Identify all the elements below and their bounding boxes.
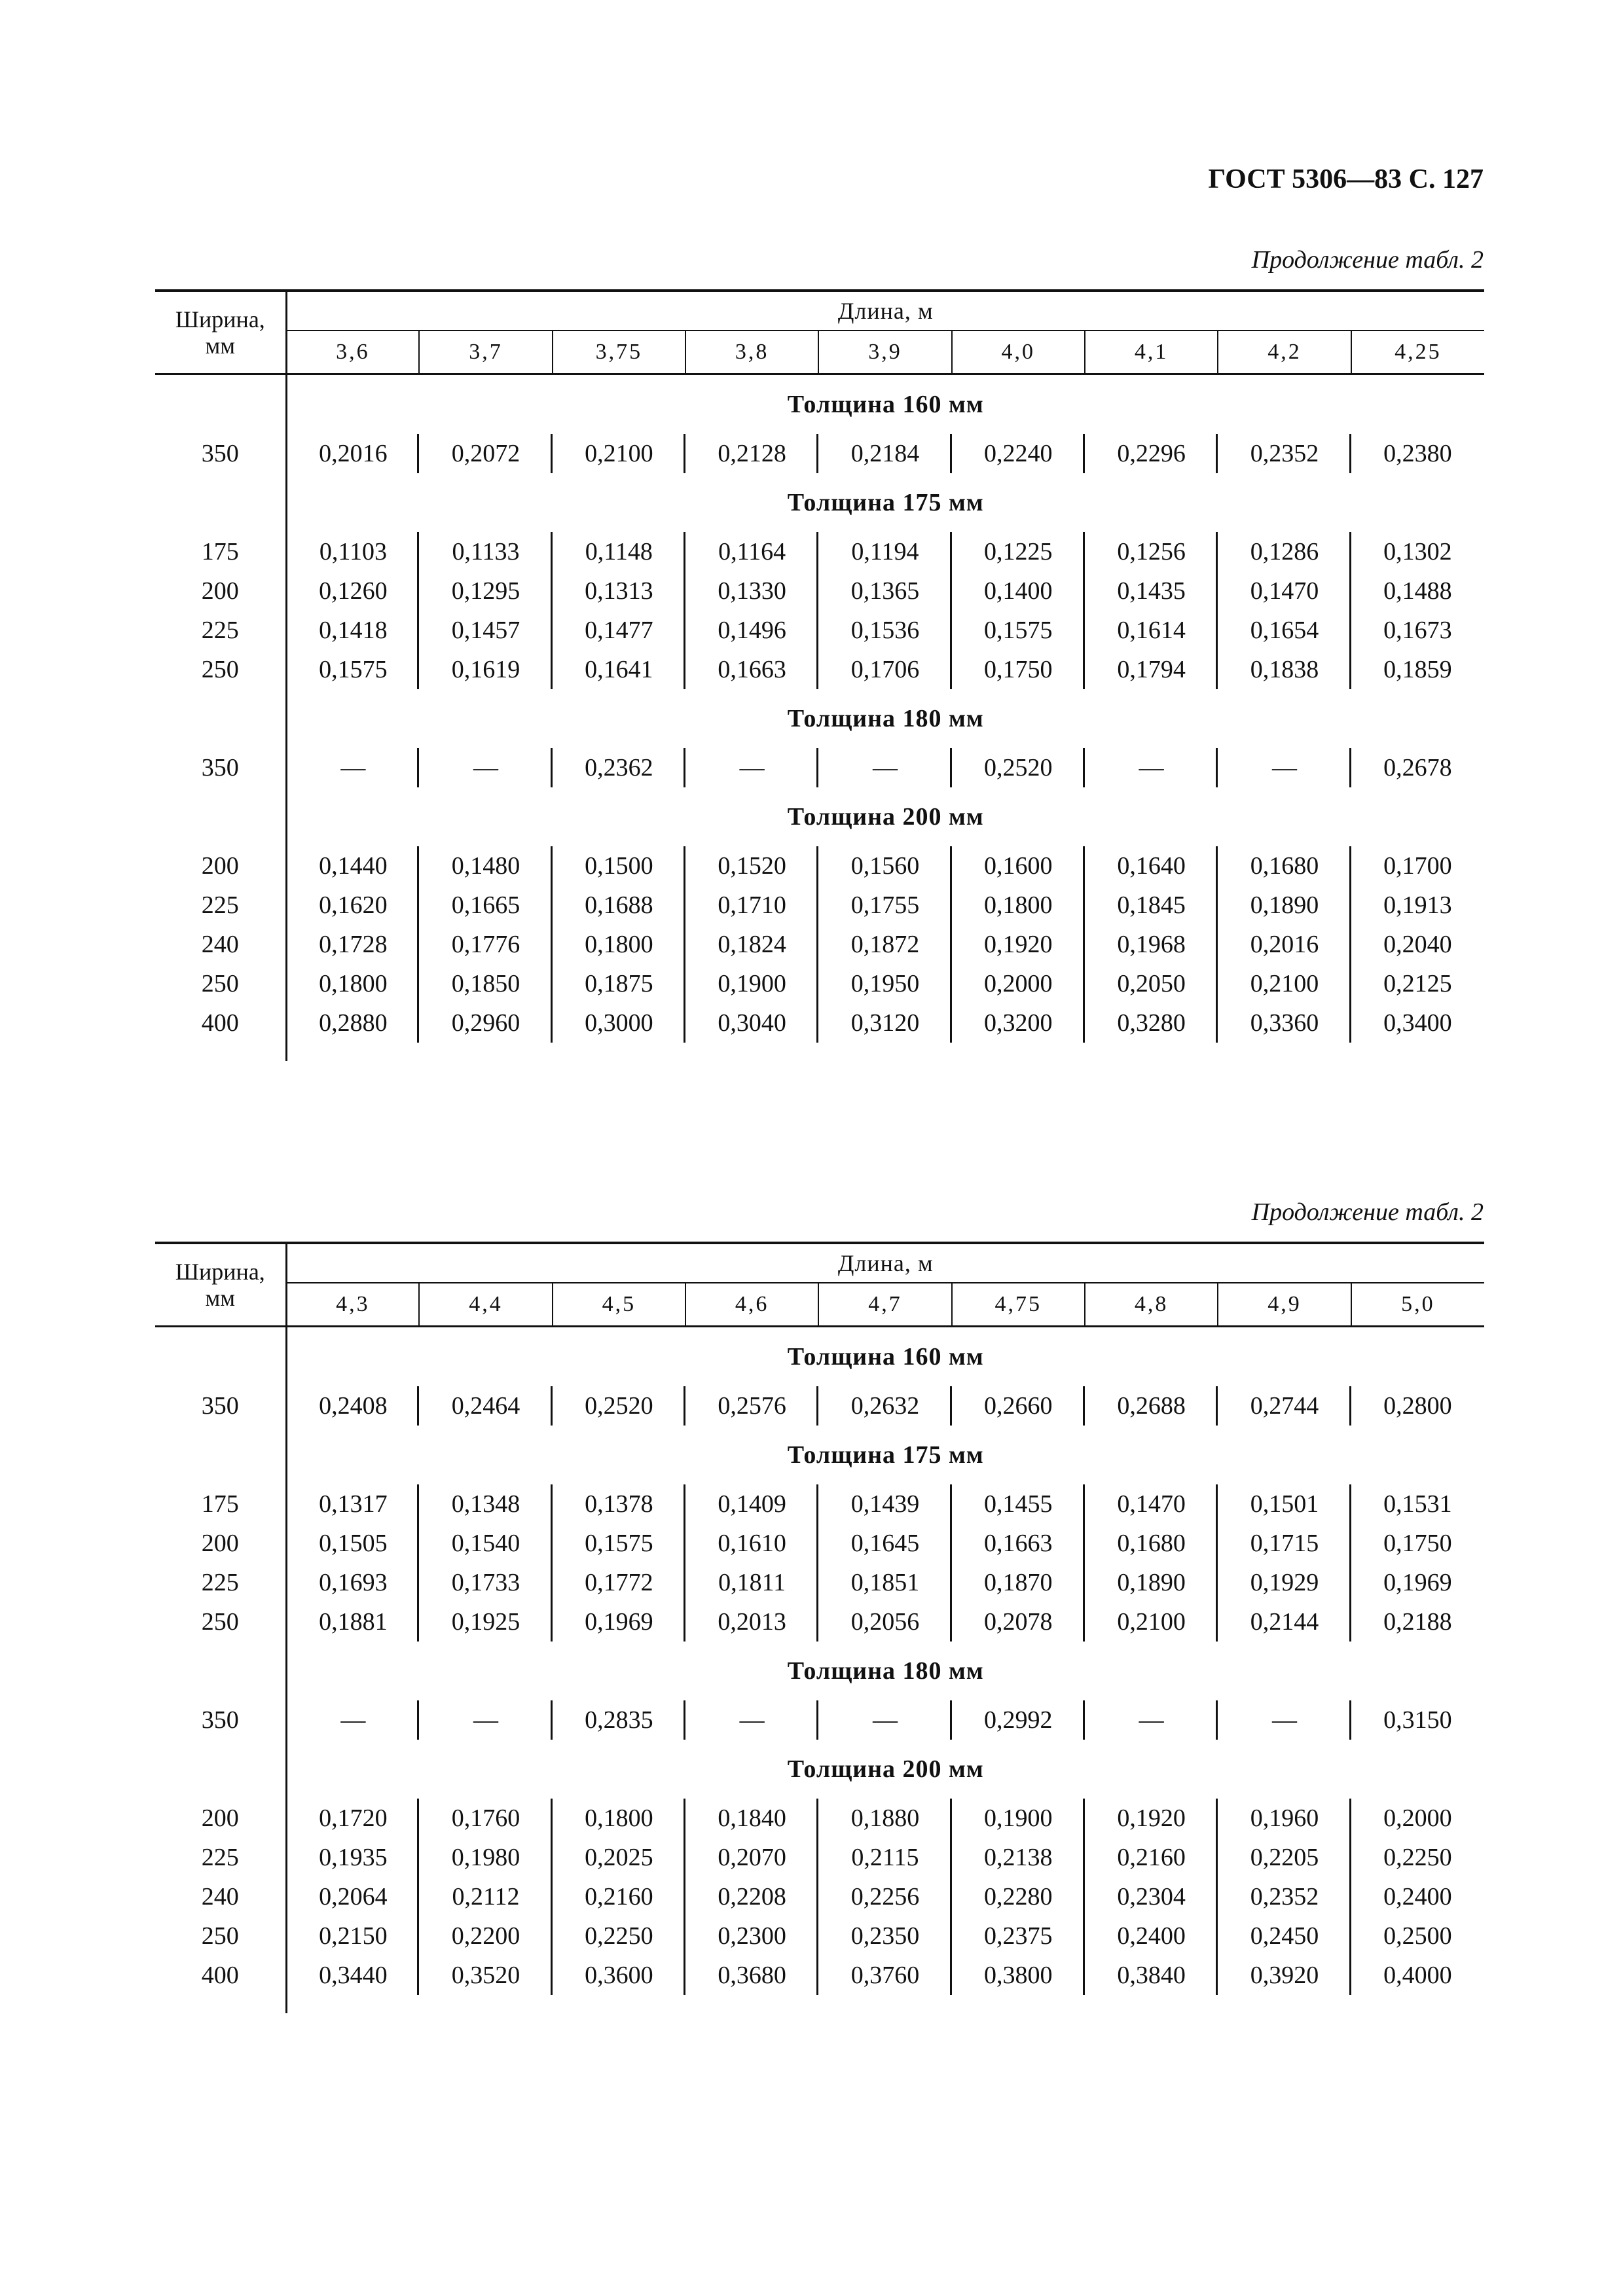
volume-cell: 0,1960 <box>1218 1799 1351 1838</box>
width-label: Ширина, <box>175 306 265 332</box>
volume-cell: 0,1838 <box>1218 650 1351 689</box>
volume-cell: 0,1755 <box>818 886 951 925</box>
volume-cell: 0,1750 <box>952 650 1085 689</box>
width-cell: 250 <box>155 964 286 1003</box>
volume-cell: 0,2040 <box>1383 931 1452 958</box>
length-header-cell: 3,75 <box>553 331 685 374</box>
volume-cell: 0,1776 <box>419 925 552 964</box>
volume-cell: 0,2296 <box>1085 434 1218 473</box>
volume-cell: 0,1693 <box>286 1563 419 1602</box>
volume-cell: 0,2188 <box>1383 1608 1452 1636</box>
table-row <box>155 1838 1484 1877</box>
volume-cell: — <box>286 748 419 787</box>
length-header-cell: 5,0 <box>1351 1283 1484 1327</box>
volume-cell: 0,1733 <box>419 1563 552 1602</box>
volume-cell: 0,1800 <box>286 964 419 1003</box>
width-cell: 250 <box>155 1916 286 1956</box>
volume-cell: 0,2992 <box>952 1700 1085 1740</box>
table-row <box>155 1602 1484 1641</box>
volume-cell: 0,3280 <box>1085 1003 1218 1043</box>
volume-cell: 0,2160 <box>553 1877 685 1916</box>
volume-cell: 0,4000 <box>1383 1962 1452 1989</box>
volume-cell: 0,2128 <box>685 434 818 473</box>
thickness-section-title: Толщина 200 мм <box>787 803 984 831</box>
volume-cell: 0,1890 <box>1085 1563 1218 1602</box>
volume-cell: 0,1435 <box>1085 571 1218 611</box>
volume-cell: 0,3800 <box>952 1956 1085 1995</box>
volume-cell: 0,3150 <box>1383 1706 1452 1734</box>
volume-cell: 0,1665 <box>419 886 552 925</box>
volume-cell: 0,2880 <box>286 1003 419 1043</box>
length-header-cell: 3,9 <box>818 331 951 374</box>
volume-cell: 0,1488 <box>1383 577 1452 605</box>
volume-cell: 0,2280 <box>952 1877 1085 1916</box>
volume-cell: 0,1520 <box>685 846 818 886</box>
volume-cell: 0,1654 <box>1218 611 1351 650</box>
volume-cell: 0,1133 <box>419 532 552 571</box>
width-cell: 200 <box>155 846 286 886</box>
volume-cell: 0,1540 <box>419 1524 552 1563</box>
volume-cell: 0,2350 <box>818 1916 951 1956</box>
volume-cell: 0,1317 <box>286 1484 419 1524</box>
volume-cell: 0,1673 <box>1383 617 1452 644</box>
width-unit: мм <box>205 332 236 359</box>
volume-cell: 0,1378 <box>553 1484 685 1524</box>
volume-cell: 0,1720 <box>286 1799 419 1838</box>
volume-cell: 0,1313 <box>553 571 685 611</box>
volume-cell: 0,1750 <box>1383 1530 1452 1557</box>
volume-cell: 0,1600 <box>952 846 1085 886</box>
volume-cell: 0,1610 <box>685 1524 818 1563</box>
volume-cell: 0,1710 <box>685 886 818 925</box>
length-header: Длина, м <box>286 291 1484 331</box>
table-row <box>155 964 1484 1003</box>
volume-cell: 0,1969 <box>553 1602 685 1641</box>
thickness-section-row <box>155 787 1484 846</box>
table-row <box>155 532 1484 571</box>
width-cell: 350 <box>155 748 286 787</box>
volume-cell: 0,3600 <box>553 1956 685 1995</box>
volume-cell: 0,2070 <box>685 1838 818 1877</box>
volume-cell: 0,2408 <box>286 1386 419 1426</box>
volume-cell: 0,2205 <box>1218 1838 1351 1877</box>
volume-cell: 0,1700 <box>1383 852 1452 880</box>
volume-cell: 0,2100 <box>553 434 685 473</box>
volume-cell: — <box>818 1700 951 1740</box>
volume-cell: 0,1881 <box>286 1602 419 1641</box>
length-header-cell: 3,8 <box>685 331 818 374</box>
volume-cell: 0,1286 <box>1218 532 1351 571</box>
volume-cell: 0,2025 <box>553 1838 685 1877</box>
table-row <box>155 886 1484 925</box>
length-header-cell: 4,4 <box>419 1283 552 1327</box>
volume-cell: 0,2100 <box>1218 964 1351 1003</box>
volume-cell: 0,1859 <box>1383 656 1452 683</box>
volume-cell: 0,2380 <box>1383 440 1452 467</box>
volume-cell: 0,2256 <box>818 1877 951 1916</box>
table-row <box>155 1877 1484 1916</box>
width-cell: 175 <box>155 532 286 571</box>
volume-cell: 0,1935 <box>286 1838 419 1877</box>
volume-cell: 0,1851 <box>818 1563 951 1602</box>
volume-cell: 0,3440 <box>286 1956 419 1995</box>
length-header-cell: 4,25 <box>1351 331 1484 374</box>
volume-cell: 0,3760 <box>818 1956 951 1995</box>
volume-cell: — <box>419 748 552 787</box>
thickness-section-title: Толщина 175 мм <box>787 489 984 516</box>
table-row <box>155 1799 1484 1838</box>
thickness-section-row <box>155 1426 1484 1484</box>
volume-cell: 0,1870 <box>952 1563 1085 1602</box>
table-header <box>155 1243 1484 1327</box>
volume-cell: 0,1620 <box>286 886 419 925</box>
volume-cell: 0,3680 <box>685 1956 818 1995</box>
volume-cell: 0,1980 <box>419 1838 552 1877</box>
table-row <box>155 1563 1484 1602</box>
table-body <box>155 1327 1484 2014</box>
volume-cell: 0,3200 <box>952 1003 1085 1043</box>
volume-cell: 0,1330 <box>685 571 818 611</box>
volume-cell: 0,1680 <box>1218 846 1351 886</box>
volume-cell: 0,2050 <box>1085 964 1218 1003</box>
volume-cell: — <box>818 748 951 787</box>
volume-cell: 0,1663 <box>685 650 818 689</box>
table-row <box>155 1956 1484 1995</box>
volume-cell: 0,3000 <box>553 1003 685 1043</box>
volume-cell: 0,1409 <box>685 1484 818 1524</box>
volume-cell: 0,1480 <box>419 846 552 886</box>
volume-cell: 0,2100 <box>1085 1602 1218 1641</box>
length-header-cell: 4,6 <box>685 1283 818 1327</box>
volume-cell: 0,2160 <box>1085 1838 1218 1877</box>
volume-cell: 0,1477 <box>553 611 685 650</box>
table-row <box>155 434 1484 473</box>
table-row <box>155 1916 1484 1956</box>
volume-cell: 0,2208 <box>685 1877 818 1916</box>
volume-cell: 0,2056 <box>818 1602 951 1641</box>
volume-cell: 0,2144 <box>1218 1602 1351 1641</box>
thickness-section-title: Толщина 175 мм <box>787 1441 984 1469</box>
data-table-1 <box>155 289 1484 1061</box>
volume-cell: 0,1840 <box>685 1799 818 1838</box>
volume-cell: — <box>286 1700 419 1740</box>
volume-cell: 0,2660 <box>952 1386 1085 1426</box>
width-cell: 350 <box>155 1386 286 1426</box>
volume-cell: 0,1640 <box>1085 846 1218 886</box>
volume-cell: 0,1365 <box>818 571 951 611</box>
table-header <box>155 291 1484 374</box>
width-cell: 225 <box>155 886 286 925</box>
table-caption-2: Продолжение табл. 2 <box>1251 1198 1484 1226</box>
volume-cell: 0,1645 <box>818 1524 951 1563</box>
page-header: ГОСТ 5306—83 С. 127 <box>1208 164 1484 194</box>
volume-cell: 0,2250 <box>553 1916 685 1956</box>
volume-cell: 0,2520 <box>952 748 1085 787</box>
volume-cell: 0,1824 <box>685 925 818 964</box>
width-cell: 400 <box>155 1956 286 1995</box>
volume-cell: 0,2450 <box>1218 1916 1351 1956</box>
volume-cell: 0,1929 <box>1218 1563 1351 1602</box>
volume-cell: 0,2744 <box>1218 1386 1351 1426</box>
volume-cell: 0,1302 <box>1383 538 1452 565</box>
volume-cell: 0,1875 <box>553 964 685 1003</box>
width-cell: 240 <box>155 925 286 964</box>
table-row <box>155 748 1484 787</box>
volume-cell: 0,1913 <box>1383 891 1452 919</box>
volume-cell: 0,1663 <box>952 1524 1085 1563</box>
volume-cell: 0,2184 <box>818 434 951 473</box>
volume-cell: 0,1164 <box>685 532 818 571</box>
table-row <box>155 846 1484 886</box>
volume-cell: 0,3520 <box>419 1956 552 1995</box>
volume-cell: 0,1950 <box>818 964 951 1003</box>
table-row <box>155 1003 1484 1043</box>
length-header-cell: 4,75 <box>952 1283 1085 1327</box>
volume-cell: — <box>1218 748 1351 787</box>
length-header-cell: 4,8 <box>1085 1283 1218 1327</box>
volume-cell: 0,1850 <box>419 964 552 1003</box>
volume-cell: — <box>685 748 818 787</box>
volume-cell: 0,1706 <box>818 650 951 689</box>
table-row <box>155 925 1484 964</box>
data-table-2 <box>155 1242 1484 2013</box>
volume-cell: 0,1880 <box>818 1799 951 1838</box>
volume-cell: 0,1760 <box>419 1799 552 1838</box>
volume-cell: 0,2016 <box>1218 925 1351 964</box>
volume-cell: 0,2000 <box>1383 1804 1452 1832</box>
volume-cell: 0,2138 <box>952 1838 1085 1877</box>
volume-cell: 0,1536 <box>818 611 951 650</box>
volume-cell: 0,1794 <box>1085 650 1218 689</box>
thickness-section-title: Толщина 200 мм <box>787 1755 984 1783</box>
volume-cell: 0,2125 <box>1383 970 1452 997</box>
width-cell: 225 <box>155 1838 286 1877</box>
thickness-section-row <box>155 689 1484 748</box>
width-cell: 225 <box>155 1563 286 1602</box>
volume-cell: 0,1872 <box>818 925 951 964</box>
volume-cell: 0,2632 <box>818 1386 951 1426</box>
length-header: Длина, м <box>286 1243 1484 1283</box>
length-header-cell: 4,2 <box>1218 331 1351 374</box>
volume-cell: 0,1470 <box>1218 571 1351 611</box>
length-header-cell: 4,3 <box>286 1283 419 1327</box>
volume-cell: 0,3400 <box>1383 1009 1452 1037</box>
volume-cell: 0,2960 <box>419 1003 552 1043</box>
volume-cell: 0,1295 <box>419 571 552 611</box>
volume-cell: 0,1925 <box>419 1602 552 1641</box>
volume-cell: 0,1560 <box>818 846 951 886</box>
volume-cell: 0,2200 <box>419 1916 552 1956</box>
table-row <box>155 571 1484 611</box>
volume-cell: 0,2072 <box>419 434 552 473</box>
volume-cell: 0,2304 <box>1085 1877 1218 1916</box>
volume-cell: 0,1260 <box>286 571 419 611</box>
thickness-section-row <box>155 374 1484 435</box>
volume-cell: — <box>1085 1700 1218 1740</box>
volume-cell: 0,1680 <box>1085 1524 1218 1563</box>
table-row <box>155 1524 1484 1563</box>
volume-cell: 0,2115 <box>818 1838 951 1877</box>
volume-cell: 0,1575 <box>952 611 1085 650</box>
volume-cell: 0,1688 <box>553 886 685 925</box>
volume-cell: 0,1968 <box>1085 925 1218 964</box>
table-caption-1: Продолжение табл. 2 <box>1251 246 1484 274</box>
volume-cell: 0,2064 <box>286 1877 419 1916</box>
volume-cell: 0,1575 <box>286 650 419 689</box>
volume-cell: 0,1900 <box>685 964 818 1003</box>
volume-cell: 0,1575 <box>553 1524 685 1563</box>
volume-cell: 0,2362 <box>553 748 685 787</box>
volume-cell: 0,1148 <box>553 532 685 571</box>
volume-cell: 0,2678 <box>1383 754 1452 781</box>
table-row <box>155 1700 1484 1740</box>
table-row <box>155 611 1484 650</box>
width-unit: мм <box>205 1285 236 1311</box>
volume-cell: 0,3360 <box>1218 1003 1351 1043</box>
volume-cell: 0,3920 <box>1218 1956 1351 1995</box>
width-cell: 200 <box>155 1524 286 1563</box>
volume-cell: 0,3120 <box>818 1003 951 1043</box>
volume-cell: 0,3840 <box>1085 1956 1218 1995</box>
volume-cell: 0,2835 <box>553 1700 685 1740</box>
volume-cell: 0,1400 <box>952 571 1085 611</box>
thickness-section-row <box>155 1740 1484 1799</box>
volume-cell: 0,2000 <box>952 964 1085 1003</box>
width-cell: 250 <box>155 1602 286 1641</box>
volume-cell: — <box>1085 748 1218 787</box>
volume-cell: 0,2500 <box>1383 1922 1452 1950</box>
table-row <box>155 650 1484 689</box>
volume-cell: 0,1845 <box>1085 886 1218 925</box>
length-header-cell: 3,7 <box>419 331 552 374</box>
volume-cell: 0,2250 <box>1383 1844 1452 1871</box>
thickness-section-title: Толщина 160 мм <box>787 391 984 418</box>
table-row <box>155 1386 1484 1426</box>
length-header-cell: 3,6 <box>286 331 419 374</box>
volume-cell: 0,1900 <box>952 1799 1085 1838</box>
volume-cell: 0,1800 <box>952 886 1085 925</box>
volume-cell: 0,1103 <box>286 532 419 571</box>
volume-cell: 0,2078 <box>952 1602 1085 1641</box>
width-cell: 175 <box>155 1484 286 1524</box>
table-body <box>155 374 1484 1062</box>
volume-cell: 0,1470 <box>1085 1484 1218 1524</box>
volume-cell: — <box>685 1700 818 1740</box>
length-header-cell: 4,9 <box>1218 1283 1351 1327</box>
volume-cell: 0,1440 <box>286 846 419 886</box>
volume-cell: 0,2400 <box>1085 1916 1218 1956</box>
volume-cell: 0,1920 <box>952 925 1085 964</box>
width-column-header <box>155 291 286 374</box>
volume-cell: 0,1348 <box>419 1484 552 1524</box>
length-header-cell: 4,0 <box>952 331 1085 374</box>
volume-cell: 0,1772 <box>553 1563 685 1602</box>
volume-cell: — <box>419 1700 552 1740</box>
volume-cell: 0,3040 <box>685 1003 818 1043</box>
volume-cell: 0,1619 <box>419 650 552 689</box>
volume-cell: 0,2240 <box>952 434 1085 473</box>
volume-cell: 0,1500 <box>553 846 685 886</box>
volume-cell: 0,1256 <box>1085 532 1218 571</box>
volume-cell: 0,1728 <box>286 925 419 964</box>
thickness-section-row <box>155 1327 1484 1387</box>
width-cell: 240 <box>155 1877 286 1916</box>
volume-cell: 0,1225 <box>952 532 1085 571</box>
width-cell: 200 <box>155 1799 286 1838</box>
volume-cell: 0,1811 <box>685 1563 818 1602</box>
length-header-cell: 4,1 <box>1085 331 1218 374</box>
volume-cell: 0,2013 <box>685 1602 818 1641</box>
volume-cell: 0,2800 <box>1383 1392 1452 1420</box>
volume-cell: 0,2375 <box>952 1916 1085 1956</box>
thickness-section-row <box>155 473 1484 532</box>
volume-cell: 0,1920 <box>1085 1799 1218 1838</box>
length-header-cell: 4,7 <box>818 1283 951 1327</box>
thickness-section-title: Толщина 180 мм <box>787 705 984 732</box>
width-column-header <box>155 1243 286 1327</box>
volume-cell: 0,2300 <box>685 1916 818 1956</box>
width-label: Ширина, <box>175 1259 265 1285</box>
length-header-cell: 4,5 <box>553 1283 685 1327</box>
volume-cell: 0,2400 <box>1383 1883 1452 1910</box>
width-cell: 200 <box>155 571 286 611</box>
thickness-section-title: Толщина 180 мм <box>787 1657 984 1685</box>
width-cell: 400 <box>155 1003 286 1043</box>
thickness-section-title: Толщина 160 мм <box>787 1343 984 1371</box>
volume-cell: 0,1890 <box>1218 886 1351 925</box>
volume-cell: 0,1194 <box>818 532 951 571</box>
volume-cell: 0,1614 <box>1085 611 1218 650</box>
volume-cell: 0,1715 <box>1218 1524 1351 1563</box>
volume-cell: 0,1501 <box>1218 1484 1351 1524</box>
volume-cell: 0,2576 <box>685 1386 818 1426</box>
volume-cell: 0,1641 <box>553 650 685 689</box>
volume-cell: 0,1531 <box>1383 1490 1452 1518</box>
width-cell: 250 <box>155 650 286 689</box>
volume-cell: 0,2016 <box>286 434 419 473</box>
volume-cell: 0,2150 <box>286 1916 419 1956</box>
width-cell: 350 <box>155 434 286 473</box>
volume-cell: 0,2464 <box>419 1386 552 1426</box>
volume-cell: 0,2112 <box>419 1877 552 1916</box>
volume-cell: 0,2520 <box>553 1386 685 1426</box>
volume-cell: — <box>1218 1700 1351 1740</box>
volume-cell: 0,1455 <box>952 1484 1085 1524</box>
volume-cell: 0,1439 <box>818 1484 951 1524</box>
volume-cell: 0,2688 <box>1085 1386 1218 1426</box>
volume-cell: 0,2352 <box>1218 1877 1351 1916</box>
volume-cell: 0,1505 <box>286 1524 419 1563</box>
volume-cell: 0,1418 <box>286 611 419 650</box>
volume-cell: 0,1800 <box>553 1799 685 1838</box>
table-row <box>155 1484 1484 1524</box>
volume-cell: 0,1800 <box>553 925 685 964</box>
width-cell: 350 <box>155 1700 286 1740</box>
volume-cell: 0,2352 <box>1218 434 1351 473</box>
volume-cell: 0,1969 <box>1383 1569 1452 1596</box>
width-cell: 225 <box>155 611 286 650</box>
volume-cell: 0,1496 <box>685 611 818 650</box>
volume-cell: 0,1457 <box>419 611 552 650</box>
thickness-section-row <box>155 1641 1484 1700</box>
